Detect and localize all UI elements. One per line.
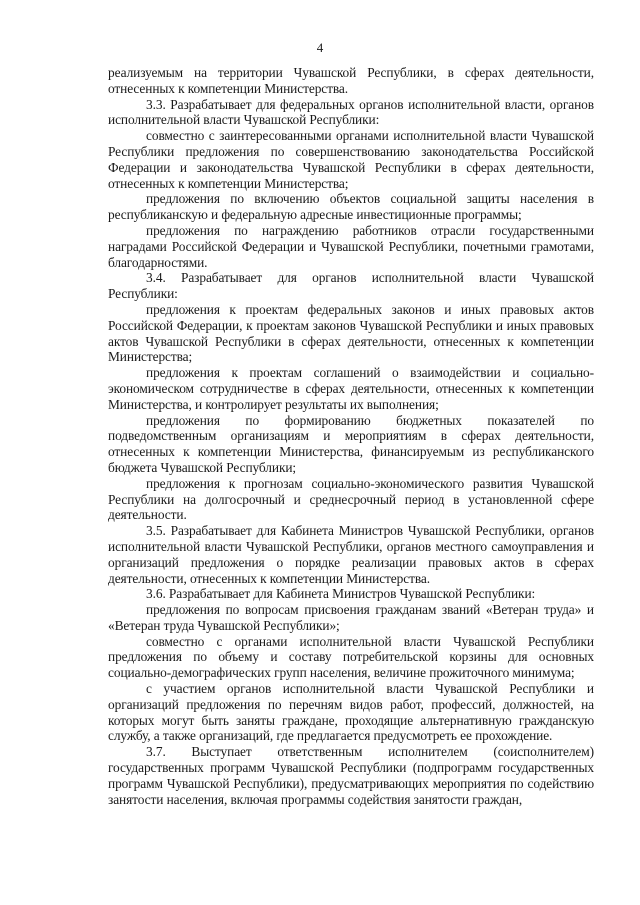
paragraph: предложения по вопросам присвоения гражданам званий «Ветеран труда» и «Ветеран труда Чувашской Республики»;: [108, 602, 594, 633]
paragraph: 3.6. Разрабатывает для Кабинета Министров Чувашской Республики:: [146, 586, 536, 602]
paragraph: совместно с заинтересованными органами исполнительной власти Чувашской Республики предложения по совершенствованию законодательства Российской Федерации и законодательства Чувашской Республики в сферах деятельности, отнесенных к компетенции Министерства;: [108, 128, 594, 191]
page-number: 4: [316, 40, 324, 55]
paragraph: 3.3. Разрабатывает для федеральных органов исполнительной власти, органов исполнительной власти Чувашской Республики:: [108, 96, 594, 128]
paragraph: 3.7. Выступает ответственным исполнителем (соисполнителем) государственных программ Чувашской Республики (подпрограмм государственных программ Чувашской Республики), предусматривающих мероприятия по содействию занятости населения, включая программы содействия занятости граждан,: [108, 744, 594, 807]
paragraph: предложения к проектам федеральных законов и иных правовых актов Российской Федерации, к проектам законов Чувашской Республики и иных правовых актов Чувашской Республики в сферах деятельности, отнесенных к компетенции Министерства;: [108, 301, 594, 365]
paragraph: предложения к прогнозам социально-экономического развития Чувашской Республики на долгосрочный и среднесрочный период в установленной сфере деятельности.: [108, 475, 594, 523]
paragraph: совместно с органами исполнительной власти Чувашской Республики предложения по объему и составу потребительской корзины для основных социально-демографических групп населения, величине прожиточного минимума;: [108, 633, 594, 681]
paragraph: реализуемым на территории Чувашской Республики, в сферах деятельности, отнесенных к компетенции Министерства.: [108, 65, 594, 96]
paragraph: 3.4. Разрабатывает для органов исполнительной власти Чувашской Республики:: [108, 270, 594, 302]
paragraph: предложения по награждению работников отрасли государственными наградами Российской Федерации и Чувашской Республики, почетными грамотами, благодарностями.: [108, 222, 594, 270]
paragraph: предложения по формированию бюджетных показателей по подведомственным организациям и мероприятиям в сферах деятельности, отнесенных к компетенции Министерства, финансируемым из республиканского бюджета Чувашской Республики;: [108, 412, 594, 475]
paragraph: предложения по включению объектов социальной защиты населения в республиканскую и федеральную адресные инвестиционные программы;: [108, 191, 594, 223]
paragraph: предложения к проектам соглашений о взаимодействии и социально-экономическом сотрудничестве в сферах деятельности, отнесенных к компетенции Министерства, и контролирует результаты их выполнения;: [108, 365, 594, 412]
document-body: [108, 65, 594, 807]
paragraph: с участием органов исполнительной власти Чувашской Республики и организаций предложения по перечням видов работ, профессий, должностей, на которых могут быть заняты граждане, проходящие альтернативную гражданскую службу, а также организаций, где предлагается предусмотреть ее прохождение.: [108, 681, 594, 744]
paragraph: 3.5. Разрабатывает для Кабинета Министров Чувашской Республики, органов исполнительной власти Чувашской Республики, органов местного самоуправления и организаций предложения о порядке реализации правовых актов в сферах деятельности, отнесенных к компетенции Министерства.: [108, 523, 594, 586]
